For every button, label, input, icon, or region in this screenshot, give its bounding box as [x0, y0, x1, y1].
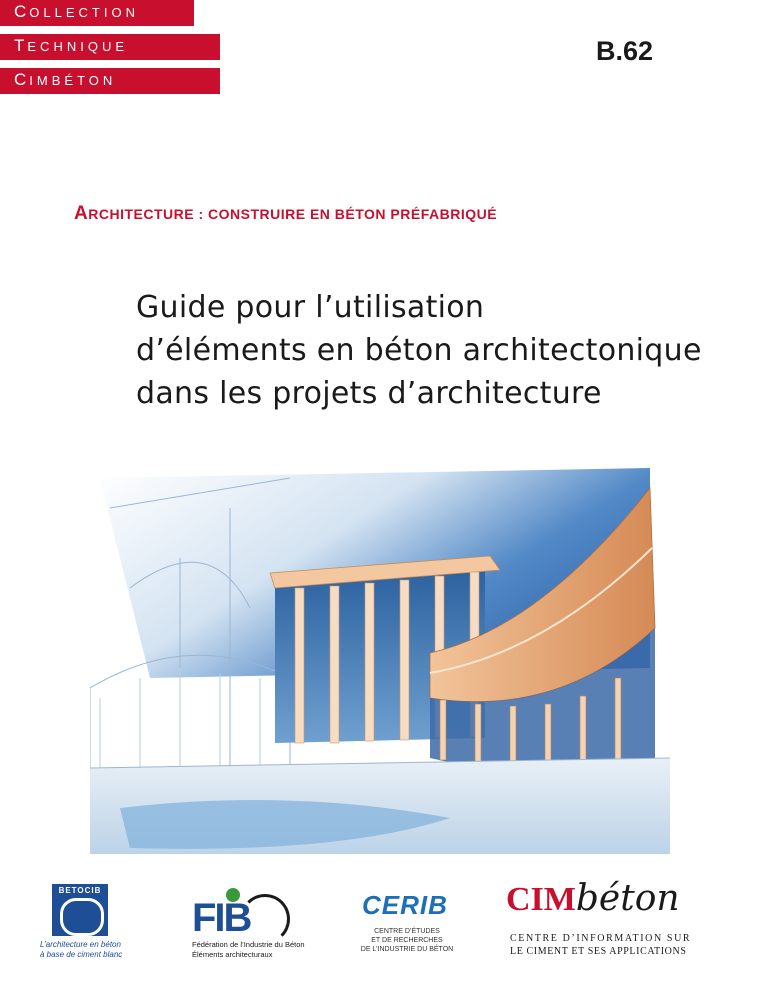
technique-band: TECHNIQUE: [0, 34, 220, 60]
cimbeton-name: CIMbéton: [506, 878, 680, 919]
betocib-emblem: [52, 884, 108, 936]
fib-logo: [188, 888, 338, 968]
cimbeton-logo: [506, 878, 742, 968]
cerib-line3: DE L’INDUSTRIE DU BÉTON: [360, 946, 454, 953]
betocib-line1: L’architecture en béton: [40, 940, 121, 949]
cerib-name: CERIB: [362, 890, 448, 920]
fib-name: FIB: [192, 896, 251, 940]
cimbeton-line1: CENTRE D’INFORMATION SUR: [510, 933, 692, 944]
cimbeton-line2: LE CIMENT ET SES APPLICATIONS: [510, 946, 687, 957]
series-title: ARCHITECTURE : CONSTRUIRE EN BÉTON PRÉFABRIQUÉ: [74, 203, 498, 224]
betocib-line2: à base de ciment blanc: [40, 950, 123, 959]
collection-band: COLLECTION: [0, 0, 194, 26]
cerib-line2: ET DE RECHERCHES: [371, 937, 443, 944]
title-line-3: dans les projets d’architecture: [136, 376, 602, 411]
architecture-illustration: [90, 468, 670, 854]
betocib-logo: [28, 884, 178, 964]
title-line-1: Guide pour l’utilisation: [136, 290, 485, 325]
fib-line2: Éléments architecturaux: [192, 950, 273, 959]
cimbeton-band: CIMBÉTON: [0, 68, 220, 94]
page-title: [136, 286, 756, 415]
title-line-2: d’éléments en béton architectonique: [136, 333, 702, 368]
document-code: B.62: [596, 36, 654, 66]
cerib-line1: CENTRE D’ÉTUDES: [374, 928, 440, 935]
fib-line1: Fédération de l’Industrie du Béton: [192, 940, 305, 949]
betocib-name: BETOCIB: [58, 886, 102, 895]
cerib-logo: [352, 890, 472, 970]
